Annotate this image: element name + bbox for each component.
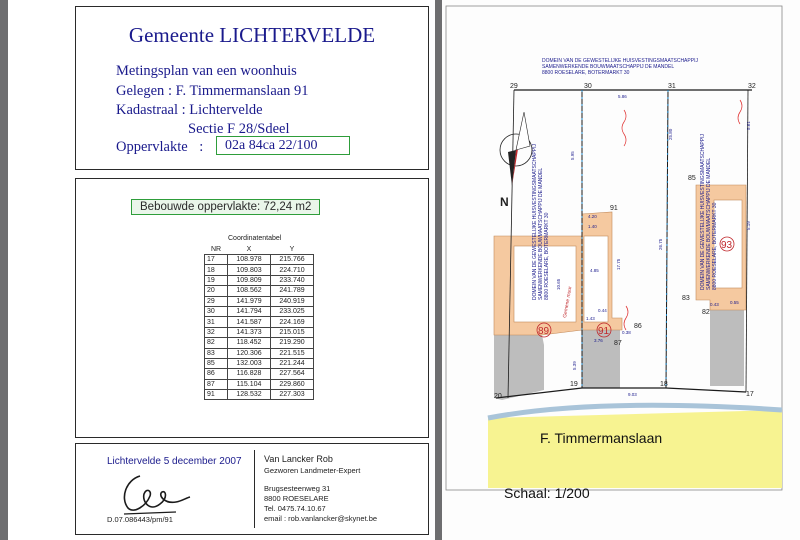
point-83: 83 <box>682 295 690 302</box>
coord-table-row <box>205 379 314 389</box>
coordinate-table <box>204 245 314 400</box>
parcel-91-label: 91 <box>598 326 610 337</box>
surveyor-phone: Tel. 0475.74.10.67 <box>264 504 326 513</box>
coord-cell-x: 120.306 <box>228 348 271 358</box>
dim-25-80: 25.80 <box>668 128 673 140</box>
hedge-3 <box>624 306 628 330</box>
coord-cell-nr: 87 <box>205 379 228 389</box>
coord-table-row <box>205 317 314 327</box>
owner-right-line-3: 8800 ROESELARE, BOTERMARKT 30 <box>712 202 718 290</box>
coord-cell-nr: 85 <box>205 358 228 368</box>
location-label: Gelegen <box>116 83 165 99</box>
street-area <box>488 410 782 488</box>
coord-table-row <box>205 306 314 316</box>
footer-divider <box>254 450 255 528</box>
coord-cell-x: 115.104 <box>228 379 271 389</box>
coord-cell-nr: 18 <box>205 265 228 275</box>
coord-cell-x: 108.978 <box>228 255 271 265</box>
owner-top-line-2: SAMENWERKENDE BOUWMAATSCHAPPIJ DE MANDEL <box>542 64 675 70</box>
dim-10-65: 10.65 <box>556 278 561 290</box>
point-82: 82 <box>702 309 710 316</box>
point-87: 87 <box>614 340 622 347</box>
coord-cell-y: 229.860 <box>271 379 314 389</box>
owner-right <box>700 134 718 290</box>
street-name: F. Timmermanslaan <box>540 430 663 446</box>
municipality-title: Gemeente LICHTERVELDE <box>128 23 376 47</box>
coord-cell-nr: 19 <box>205 275 228 285</box>
yard-93 <box>710 310 744 386</box>
point-91: 91 <box>610 205 618 212</box>
coord-header-y: Y <box>289 246 295 253</box>
point-20: 20 <box>494 393 502 400</box>
coord-cell-y: 233.740 <box>271 275 314 285</box>
yard-89 <box>494 335 544 400</box>
parcel-89-label: 89 <box>538 326 550 337</box>
coord-cell-x: 118.452 <box>228 338 271 348</box>
coord-cell-x: 108.562 <box>228 286 271 296</box>
coord-cell-nr: 82 <box>205 338 228 348</box>
coord-table-row <box>205 338 314 348</box>
coord-table-row <box>205 369 314 379</box>
coord-cell-nr: 31 <box>205 317 228 327</box>
coord-cell-nr: 20 <box>205 286 228 296</box>
owner-right-line-1: DOMEIN VAN DE GEWESTELIJKE HUISVESTINGSMAATSCHAPPIJ <box>700 134 706 290</box>
area-line <box>116 139 203 156</box>
survey-title-sheet <box>8 0 435 540</box>
coord-table-row <box>205 348 314 358</box>
site-plan-drawing <box>442 0 800 540</box>
dim-17-75: 17.75 <box>616 258 621 270</box>
coord-cell-nr: 83 <box>205 348 228 358</box>
point-86: 86 <box>634 323 642 330</box>
site-plan-sheet <box>442 0 800 540</box>
coord-cell-y: 215.766 <box>271 255 314 265</box>
owner-left-line-1: DOMEIN VAN DE GEWESTELIJKE HUISVESTINGSMAATSCHAPPIJ <box>532 144 538 300</box>
coord-cell-y: 221.244 <box>271 358 314 368</box>
coord-cell-y: 227.564 <box>271 369 314 379</box>
coord-table-row <box>205 286 314 296</box>
plan-type: Metingsplan van een woonhuis <box>116 63 297 79</box>
cadastre-section: Sectie F 28/Sdeel <box>188 121 290 137</box>
coord-header-nr: NR <box>210 246 222 253</box>
coord-table-row <box>205 390 314 400</box>
coord-cell-nr: 91 <box>205 390 228 400</box>
point-32: 32 <box>748 83 756 90</box>
owner-left-line-2: SAMENWERKENDE BOUWMAATSCHAPPIJ DE MANDEL <box>538 167 544 300</box>
surveyor-title: Gezworen Landmeter-Expert <box>264 466 361 475</box>
coord-table-row <box>205 275 314 285</box>
postal-code: 8800 <box>264 494 281 503</box>
coord-header-x: X <box>246 246 252 253</box>
hedge-1 <box>622 110 626 146</box>
coord-table-row <box>205 255 314 265</box>
parcel-93-label: 93 <box>721 240 733 251</box>
coord-cell-y: 224.169 <box>271 317 314 327</box>
cadastre-label: Kadastraal <box>116 102 178 118</box>
dim-0-38: 0.38 <box>622 330 631 335</box>
coord-cell-x: 141.979 <box>228 296 271 306</box>
north-arrow-icon <box>500 112 532 209</box>
location-line <box>116 83 309 100</box>
surveyor-name: Van Lancker Rob <box>264 454 333 464</box>
coord-cell-x: 109.803 <box>228 265 271 275</box>
dim-1-43: 1.43 <box>586 316 595 321</box>
dim-3-76: 3.76 <box>594 338 603 343</box>
dim-5-19: 5.19 <box>746 221 751 230</box>
coord-table-row <box>205 358 314 368</box>
owner-left-line-3: 8800 ROESELARE, BOTERMARKT 30 <box>544 212 550 300</box>
surveyor-city-line <box>264 494 329 503</box>
dim-4-85: 4.85 <box>590 268 599 273</box>
place-date: Lichtervelde 5 december 2007 <box>107 456 242 467</box>
coord-cell-x: 141.794 <box>228 306 271 316</box>
dim-0-43: 0.43 <box>710 302 719 307</box>
built-area-label: Bebouwde oppervlakte: 72,24 m2 <box>131 199 320 215</box>
owner-top-line-1: DOMEIN VAN DE GEWESTELIJKE HUISVESTINGSMAATSCHAPPIJ <box>542 58 698 64</box>
dim-4-20: 4.20 <box>588 214 597 219</box>
signature-icon <box>116 468 196 518</box>
coord-cell-x: 109.809 <box>228 275 271 285</box>
surveyor-email: email : rob.vanlancker@skynet.be <box>264 514 378 523</box>
area-label: Oppervlakte <box>116 139 188 155</box>
coord-table-title: Coordinatentabel <box>228 235 282 242</box>
title-block <box>75 6 429 170</box>
point-17: 17 <box>746 391 754 398</box>
coord-cell-nr: 86 <box>205 369 228 379</box>
cadastre-line <box>116 102 263 119</box>
point-31: 31 <box>668 83 676 90</box>
cadastre-value: : Lichtervelde <box>181 102 263 118</box>
scale-label: Schaal: 1/200 <box>504 485 590 501</box>
coord-cell-y: 224.710 <box>271 265 314 275</box>
dim-0-55: 0.55 <box>730 300 739 305</box>
dim-9-03: 9.03 <box>628 392 637 397</box>
coord-cell-x: 116.828 <box>228 369 271 379</box>
coord-cell-nr: 32 <box>205 327 228 337</box>
coord-cell-y: 215.015 <box>271 327 314 337</box>
point-19: 19 <box>570 381 578 388</box>
point-29: 29 <box>510 83 518 90</box>
reference-code: D.07.086443/pm/91 <box>107 515 173 524</box>
coord-cell-y: 241.789 <box>271 286 314 296</box>
owner-left <box>532 144 550 300</box>
coord-cell-nr: 30 <box>205 306 228 316</box>
surveyor-street: Brugsesteenweg 31 <box>264 484 331 493</box>
dim-1-40: 1.40 <box>588 224 597 229</box>
dim-5-61: 5.61 <box>746 121 751 130</box>
coord-cell-nr: 17 <box>205 255 228 265</box>
coord-cell-y: 240.919 <box>271 296 314 306</box>
area-colon: : <box>199 139 204 155</box>
coord-cell-x: 141.587 <box>228 317 271 327</box>
coord-table-row <box>205 327 314 337</box>
coord-cell-x: 132.003 <box>228 358 271 368</box>
coord-table-row <box>205 265 314 275</box>
coord-cell-x: 141.373 <box>228 327 271 337</box>
owner-top-line-3: 8800 ROESELARE, BOTERMARKT 30 <box>542 70 630 76</box>
point-85: 85 <box>688 175 696 182</box>
area-value: 02a 84ca 22/100 <box>216 136 350 155</box>
hedge-2 <box>738 100 742 124</box>
coord-cell-x: 128.532 <box>228 390 271 400</box>
coordinates-block <box>75 178 429 438</box>
north-label: N <box>500 195 509 209</box>
dim-0-44: 0.44 <box>598 308 607 313</box>
point-30: 30 <box>584 83 592 90</box>
coord-cell-y: 227.303 <box>271 390 314 400</box>
svg-text:Gemene muur: Gemene muur <box>562 285 574 319</box>
city: ROESELARE <box>282 494 329 503</box>
footer-block <box>75 443 429 535</box>
coord-cell-nr: 29 <box>205 296 228 306</box>
owner-right-line-2: SAMENWERKENDE BOUWMAATSCHAPPIJ DE MANDEL <box>706 157 712 290</box>
dim-5-86: 5.86 <box>618 94 627 99</box>
dim-5-95: 5.95 <box>570 151 575 160</box>
point-18: 18 <box>660 381 668 388</box>
dim-26-75: 26.75 <box>658 238 663 250</box>
coord-cell-y: 221.515 <box>271 348 314 358</box>
location-value: : F. Timmermanslaan 91 <box>167 83 309 99</box>
coord-table-header-row <box>205 245 314 255</box>
coord-cell-y: 219.290 <box>271 338 314 348</box>
coord-table-row <box>205 296 314 306</box>
dim-5-39: 5.39 <box>572 361 577 370</box>
coord-cell-y: 233.025 <box>271 306 314 316</box>
